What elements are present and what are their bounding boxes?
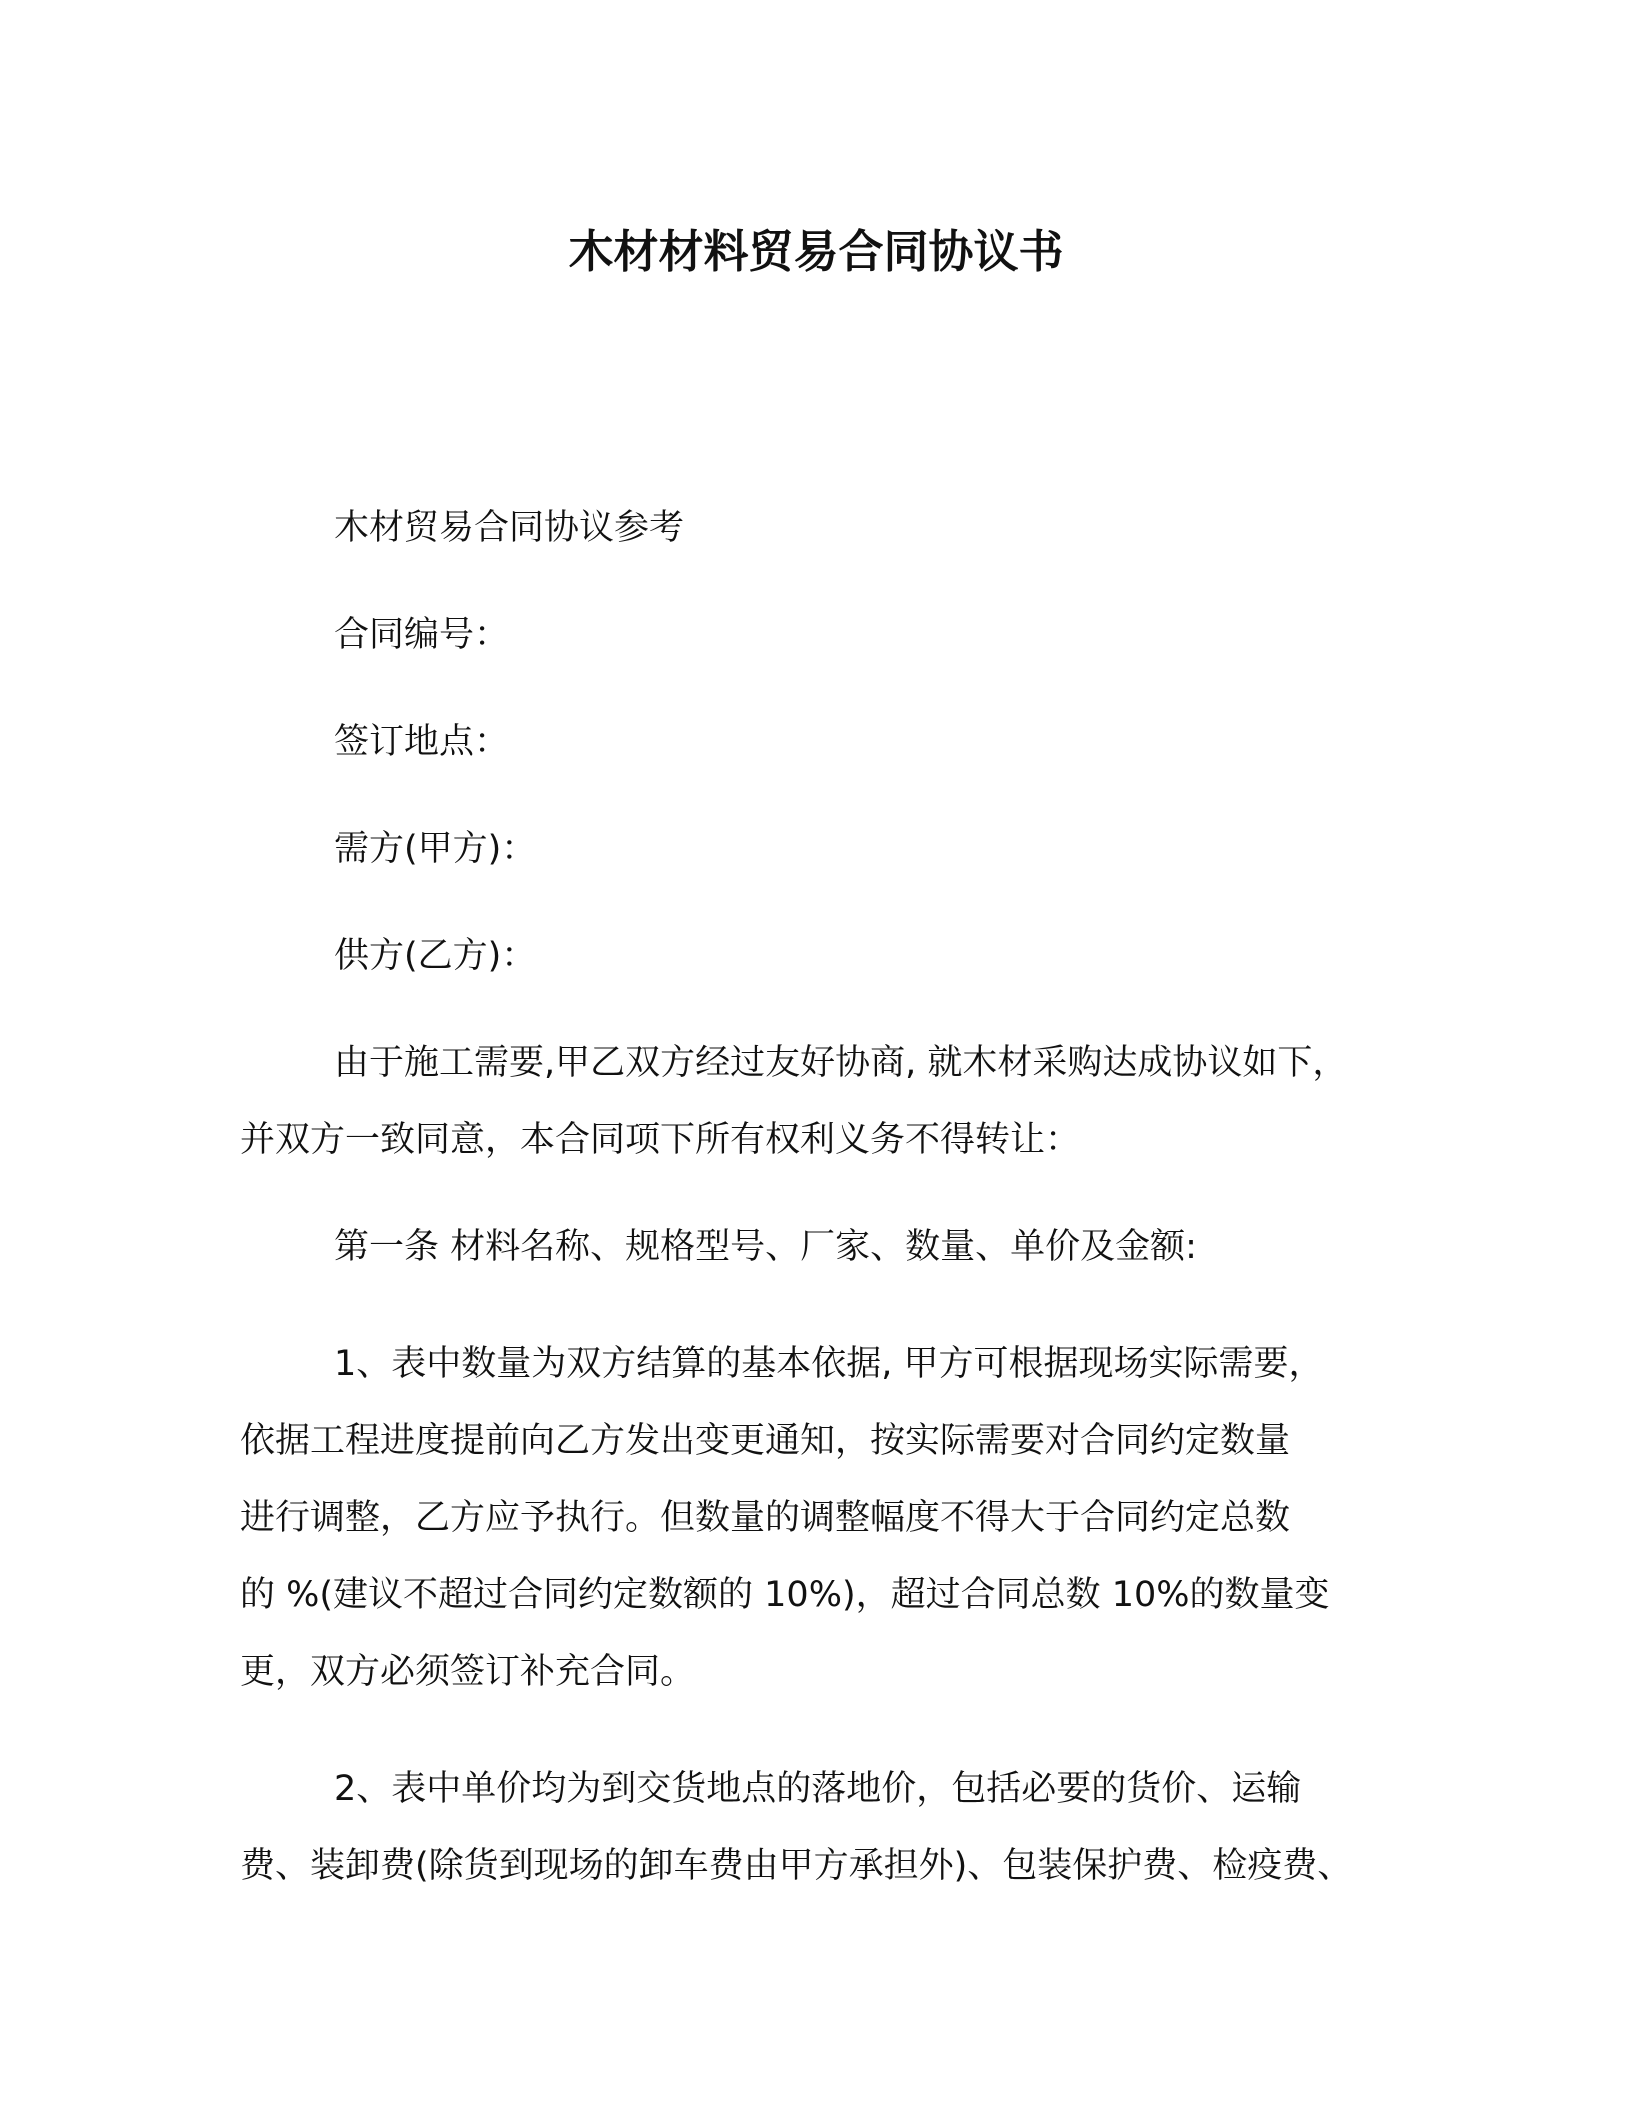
clause-2-line: 2、表中单价均为到交货地点的落地价，包括必要的货价、运输 xyxy=(334,1769,1302,1809)
clause-2-paragraph xyxy=(240,1751,1410,1905)
clause-1-line: 的 %(建议不超过合同约定数额的 10%)，超过合同总数 10%的数量变 xyxy=(240,1575,1330,1615)
clause-1-line: 更，双方必须签订补充合同。 xyxy=(240,1652,696,1692)
document-title: 木材材料贸易合同协议书 xyxy=(568,225,1064,278)
clause-1-line: 依据工程进度提前向乙方发出变更通知，按实际需要对合同约定数量 xyxy=(240,1421,1291,1461)
buyer-party-field: 需方(甲方)： xyxy=(334,829,537,869)
intro-line: 并双方一致同意，本合同项下所有权利义务不得转让： xyxy=(240,1120,1081,1160)
clause-1-line: 1、表中数量为双方结算的基本依据, 甲方可根据现场实际需要， xyxy=(334,1344,1324,1384)
intro-line: 由于施工需要,甲乙双方经过友好协商, 就木材采购达成协议如下， xyxy=(334,1043,1348,1083)
article-1-heading: 第一条 材料名称、规格型号、厂家、数量、单价及金额: xyxy=(334,1227,1197,1267)
intro-paragraph xyxy=(240,1025,1410,1179)
document-body xyxy=(240,490,1410,1905)
signing-place-field: 签订地点： xyxy=(334,722,510,762)
clause-2-line: 费、装卸费(除货到现场的卸车费由甲方承担外)、包装保护费、检疫费、 xyxy=(240,1846,1353,1886)
document-subtitle: 木材贸易合同协议参考 xyxy=(334,508,685,548)
clause-1-line: 进行调整，乙方应予执行。但数量的调整幅度不得大于合同约定总数 xyxy=(240,1498,1291,1538)
clause-1-paragraph xyxy=(240,1326,1410,1711)
supplier-party-field: 供方(乙方)： xyxy=(334,936,537,976)
contract-number-field: 合同编号： xyxy=(334,615,510,655)
